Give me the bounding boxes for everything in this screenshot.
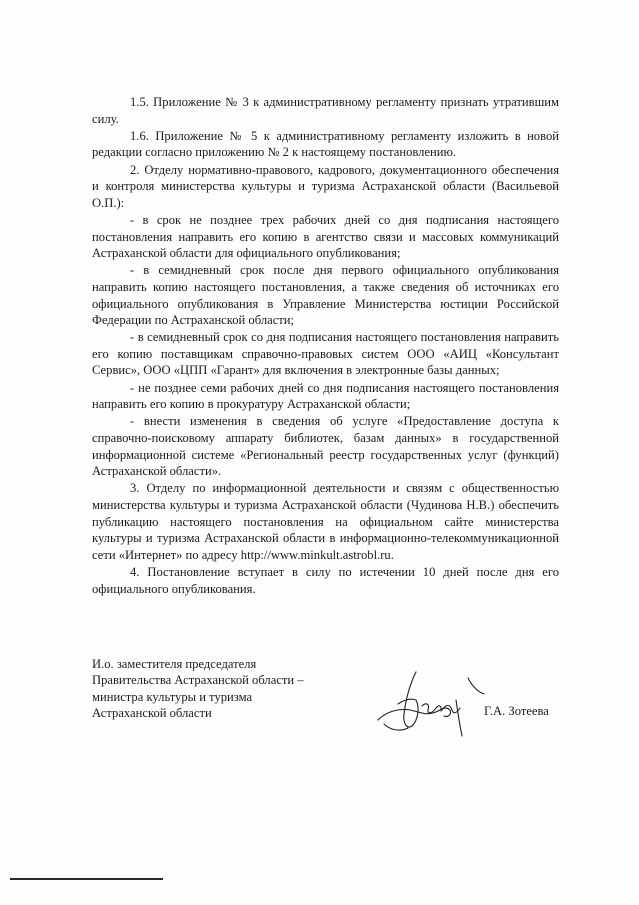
paragraph-4: 4. Постановление вступает в силу по истечении 10 дней после дня его официального опубликования.	[92, 564, 559, 596]
paragraph-2-item-1: - в срок не позднее трех рабочих дней со дня подписания настоящего постановления направить его копию в агентство связи и массовых коммуникаций Астраханской области для официального опубликования;	[92, 212, 559, 261]
position-line: министра культуры и туризма	[92, 689, 253, 704]
position-line: Правительства Астраханской области –	[92, 673, 304, 688]
paragraph-1-6: 1.6. Приложение № 5 к административному регламенту изложить в новой редакции согласно приложению № 2 к настоящему постановлению.	[92, 128, 559, 160]
footer-rule	[10, 878, 163, 880]
handwritten-signature	[376, 664, 486, 744]
paragraph-1-5: 1.5. Приложение № 3 к административному регламенту признать утратившим силу.	[92, 95, 559, 126]
paragraph-2-item-5: - внести изменения в сведения об услуге «Предоставление доступа к справочно-поисковому аппарату библиотек, базам данных» в государственной информационной системе «Региональный реестр государственных услуг (функций) Астраханской области».	[92, 414, 559, 479]
paragraph-3: 3. Отделу по информационной деятельности и связям с общественностью министерства культуры и туризма Астраханской области (Чудинова Н.В.) обеспечить публикацию настоящего постановления на официальном сайте министерства культуры и туризма Астраханской области в информационно-телекоммуникационной сети «Интернет» по адресу http://www.minkult.astrobl.ru.	[92, 481, 559, 562]
signatory-position	[92, 656, 352, 722]
signer-name: Г.А. Зотеева	[484, 704, 549, 718]
position-line: И.о. заместителя председателя	[92, 657, 257, 671]
paragraph-2-item-3: - в семидневный срок со дня подписания настоящего постановления направить его копию поставщикам справочно-правовых систем ООО «АИЦ «Консультант Сервис», ООО «ЦПП «Гарант» для включения в электронные базы данных;	[92, 330, 559, 378]
document-body	[92, 94, 559, 597]
paragraph-2-item-4: - не позднее семи рабочих дней со дня подписания настоящего постановления направить его копию в прокуратуру Астраханской области;	[92, 380, 559, 412]
paragraph-2-item-2: - в семидневный срок после дня первого официального опубликования направить копию настоящего постановления, а также сведения об источниках его официального опубликования в Управление Министерства юстиции Российской Федерации по Астраханской области;	[92, 263, 559, 328]
position-line: Астраханской области	[92, 706, 212, 721]
paragraph-2: 2. Отделу нормативно-правового, кадрового, документационного обеспечения и контроля министерства культуры и туризма Астраханской области (Васильевой О.П.):	[92, 162, 559, 210]
